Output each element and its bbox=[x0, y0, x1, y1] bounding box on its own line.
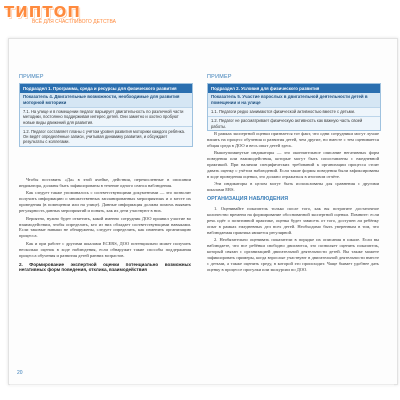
paragraph: В рамках экспертной оценки признается тот факт, что одни сотрудники могут лучше влиять на процесс обучения и развития детей, чем другие, но вместе с тем оценивается общая среда в ДОО и весь опыт детей здесь. bbox=[207, 131, 379, 148]
paragraph: Вышеупомянутые индикаторы — это окончательное описание негативных форм поведения или взаимодействия, которые могут быть сопоставлены с ежедневной практикой. При наличии специфических требований к организации процесса стоит давать оценку с учётом наблюдений. Если такие формы поведения были зафиксированы в ходе проведения оценки, это должно отражаться в итоговом отчёте. bbox=[207, 150, 379, 179]
paragraph: Эти индикаторы в целом могут быть использованы для сравнения с другими шкалами ERS. bbox=[207, 181, 379, 193]
page-shadow bbox=[10, 384, 394, 386]
box-header: Подраздел 2. Условия для физического развития bbox=[208, 84, 380, 93]
indicator-box bbox=[19, 83, 193, 147]
box-subheader: Показатель 4. Двигательные возможности, необходимые для развития моторной моторики bbox=[20, 93, 192, 107]
box-item: 1.1. Педагоги редко занимаются физической активностью вместе с детьми. bbox=[208, 107, 380, 116]
indicator-box bbox=[207, 83, 381, 131]
example-label: ПРИМЕР bbox=[19, 74, 44, 80]
section-heading: ОРГАНИЗАЦИЯ НАБЛЮДЕНИЯ bbox=[207, 196, 288, 203]
brand-tagline: ВСЁ ДЛЯ СЧАСТЛИВОГО ДЕТСТВА bbox=[32, 19, 116, 25]
numbered-paragraph: 2. Необязательно оценивать показатели в порядке их описания в шкале. Если вы наблюдаете, что все ребёнки свободно двигаются, это позволяет оценить показатель, который связан с организацией двигательной деятельности детей. Вы также можете зафиксировать примеры, когда взрослые участвуют в двигательной деятельности вместе с детьми, а также оценить среду, в которой это происходит. Чаще бывает удобнее дать оценку в процессе прогулки или экскурсии по ДОО. bbox=[207, 237, 379, 272]
brand-logo: ТИПТОП bbox=[4, 3, 81, 21]
paragraph: Вероятно, нужно будет отметить, какой именно сотрудник ДОО проявил участие во взаимодействии, чтобы определить, кто из них обладает соответствующими навыками. Если таковые навыки не обнаружены, следует определить, как изменить организацию процесса. bbox=[19, 215, 191, 239]
brand-header bbox=[4, 3, 124, 27]
paragraph: Как следует также упоминалось с соответствующими документами — это позволит получить информацию о множественных запланированных мероприятиях и о месте их проведения (в помещении или на улице). Данные информация должна помочь выявить регулярность данных мероприятий и понять, как их дети участвуют в них. bbox=[19, 190, 191, 214]
box-item: 1.2. Педагог не рассматривает физическую активность как важную часть своей работы. bbox=[208, 116, 380, 131]
box-header: Подраздел 1. Программа, среда и ресурсы для физического развития bbox=[20, 84, 192, 93]
box-item: 7.1. На улице и в помещении педагог варьирует двигательность по различной части методики, постоянно поддерживая интерес детей. Они заметно и охотно пробуют новые виды движений для развития. bbox=[20, 107, 192, 127]
numbered-paragraph: 1. Оценивайте показатель только после того, как вы потратите достаточное количество времени на формирование обоснованной экспертной оценки. Помните: если речь идёт о позитивной практике, оценка будет зависеть от того, доступен ли ребёнку опыт в рамках ежедневных дел всех детей. Необходимо быть уверенным в том, что наблюдаемая практика является регулярной. bbox=[207, 206, 379, 235]
example-label: ПРИМЕР bbox=[207, 74, 232, 80]
document-page bbox=[8, 38, 398, 385]
page-number: 20 bbox=[17, 370, 23, 376]
paragraph: Чтобы поставить «Да» в этой ячейке, действия, перечисленные в описании индикатора, должны быть зафиксированы в течение одного сеанса наблюдения. bbox=[19, 177, 191, 188]
box-item: 1.2. Педагог составляет планы с учётом уровня развития моторики каждого ребёнка. Он ведёт определённые записи, учитывая динамику развития, и обсуждает результаты с коллегами. bbox=[20, 126, 192, 146]
body-text bbox=[207, 131, 379, 274]
paragraph: Как и при работе с другими шкалами ECERS, ДОО потенциально может получить несколько оценок в ходе наблюдения, если обнаружит такие способы поддержания процесса обучения и развития детей ранних возрастов. bbox=[19, 240, 191, 258]
section-heading: 2. Формирование экспертной оценки потенциально возможных негативных форм поведения, отклика, взаимодействия bbox=[19, 261, 191, 273]
box-subheader: Показатель 5. Участие взрослых в двигательной деятельности детей в помещении и на улице bbox=[208, 93, 380, 107]
body-text bbox=[19, 177, 191, 275]
